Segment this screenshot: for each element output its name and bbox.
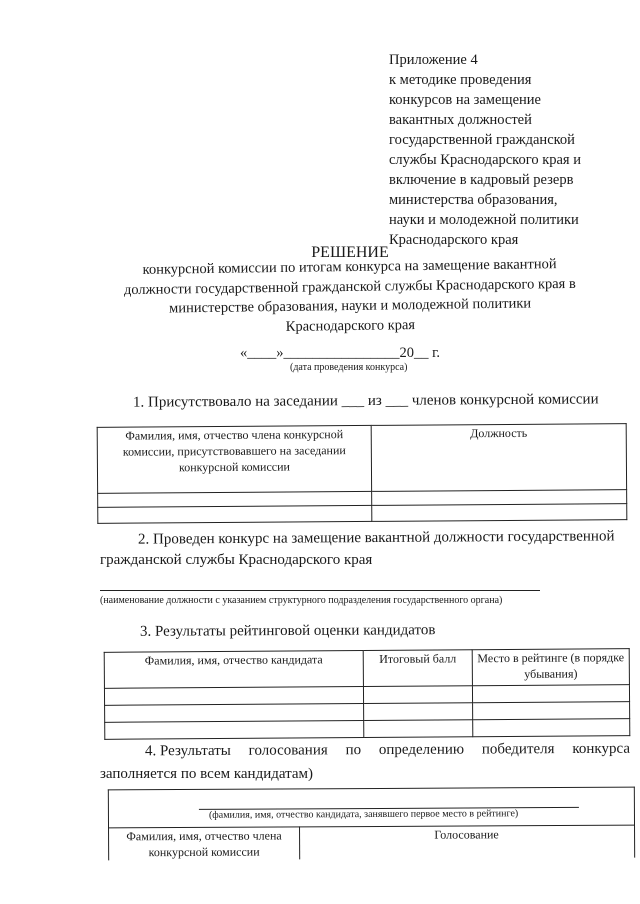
appendix-line: министерства образования, — [389, 192, 558, 208]
table-cell — [105, 721, 364, 740]
section2-line1: 2. Проведен конкурс на замещение вакантной должности государственной — [137, 528, 615, 548]
appendix-line: Приложение 4 — [389, 52, 478, 68]
section4-word: победителя — [481, 741, 555, 758]
section4-word: конкурса — [572, 740, 631, 758]
section3-text: 3. Результаты рейтинговой оценки кандидатов — [139, 622, 436, 640]
appendix-line: к методике проведения — [389, 72, 532, 88]
rating-header-place: Место в рейтинге (в порядке убывания) — [472, 649, 629, 686]
date-line: «____»________________20__ г. — [240, 345, 441, 361]
section4-word: по — [345, 742, 362, 759]
section1-text: 1. Присутствовало на заседании ___ из ___ членов конкурсной комиссии — [132, 391, 599, 411]
rating-header-score: Итоговый балл — [363, 650, 472, 687]
rating-table — [104, 648, 631, 740]
section4-line2: заполняется по всем кандидатам) — [100, 766, 314, 782]
appendix-line: науки и молодежной политики — [389, 212, 579, 228]
table-cell — [98, 505, 372, 523]
rating-header-name: Фамилия, имя, отчество кандидата — [104, 651, 363, 689]
section4-word: определению — [378, 741, 465, 759]
section4-word: 4. Результаты — [144, 742, 231, 760]
date-caption: (дата проведения конкурса) — [290, 362, 408, 373]
appendix-line: службы Краснодарского края и — [389, 152, 581, 168]
table-cell — [104, 687, 363, 706]
table-cell — [473, 719, 630, 737]
document-subtitle: конкурсной комиссии по итогам конкурса на замещение вакантной должности государственной гражданской службы Краснодарского края в министерстве образования, науки и молодежной политики Краснодарского края — [123, 256, 576, 335]
appendix-line: Краснодарского края — [389, 232, 519, 248]
table-cell — [472, 685, 629, 703]
attendance-header-position: Должность — [371, 424, 626, 492]
voting-header-name: Фамилия, имя, отчество члена конкурсной комиссии — [126, 828, 282, 860]
voting-header-vote: Голосование — [434, 827, 499, 842]
section4-caption: (фамилия, имя, отчество кандидата, занявшего первое место в рейтинге) — [208, 808, 519, 821]
table-cell — [363, 686, 472, 704]
section2-line2: гражданской службы Краснодарского края — [100, 552, 373, 568]
section4-line1 — [145, 741, 630, 761]
table-cell — [105, 704, 364, 723]
position-blank-line — [100, 590, 540, 591]
table-cell — [372, 504, 627, 522]
table-cell — [364, 720, 473, 738]
appendix-line: государственной гражданской — [389, 132, 575, 148]
attendance-header-name: Фамилия, имя, отчество члена конкурсной комиссии, присутствовавшего на заседании конкурсной комиссии — [97, 425, 371, 493]
appendix-line: конкурсов на замещение — [389, 92, 541, 108]
document-title: РЕШЕНИЕ — [311, 244, 389, 261]
attendance-table — [97, 423, 628, 524]
appendix-line: включение в кадровый резерв — [389, 172, 574, 188]
table-cell — [473, 702, 630, 720]
voting-table — [108, 787, 635, 861]
appendix-block — [389, 50, 581, 250]
section2-caption: (наименование должности с указанием структурного подразделения государственного органа) — [100, 595, 503, 606]
table-cell — [364, 703, 473, 721]
appendix-line: вакантных должностей — [389, 112, 532, 128]
section4-word: голосования — [248, 742, 328, 759]
